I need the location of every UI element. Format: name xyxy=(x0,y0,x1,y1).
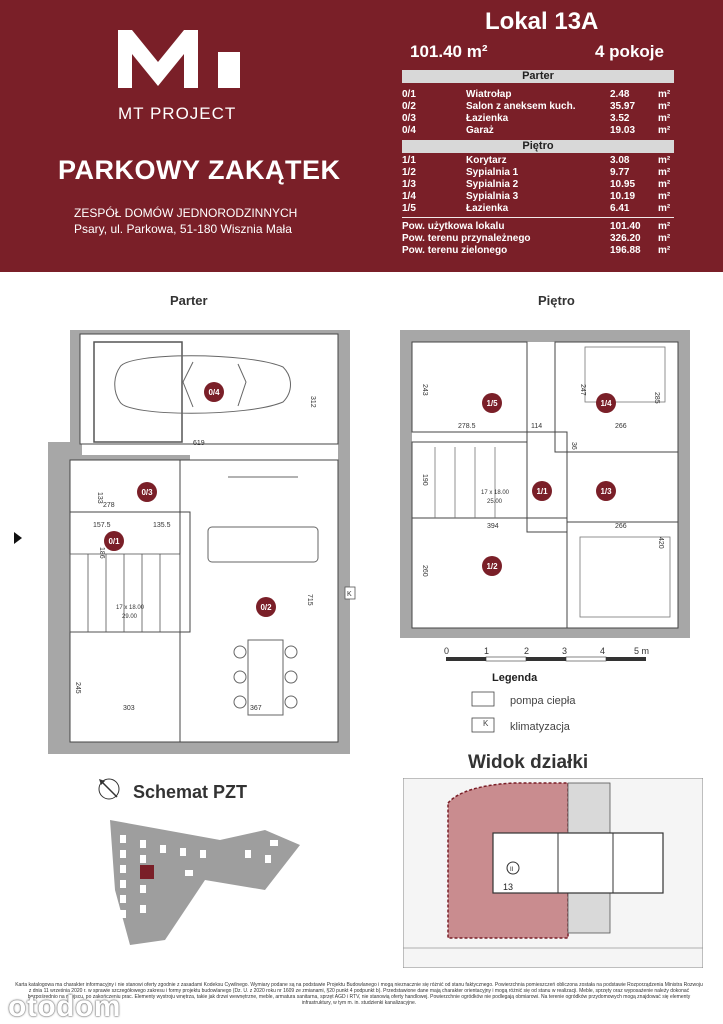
scale-label: 5 m xyxy=(634,646,650,656)
svg-text:367: 367 xyxy=(250,705,262,712)
svg-text:1/4: 1/4 xyxy=(600,399,612,408)
site-plan-title: Schemat PZT xyxy=(133,782,248,802)
total-row: Pow. terenu zielonego 196.88 m² xyxy=(402,245,671,256)
svg-text:266: 266 xyxy=(615,523,627,530)
project-name: PARKOWY ZAKĄTEK xyxy=(58,155,341,185)
svg-text:1/5: 1/5 xyxy=(486,399,498,408)
dim-label: 619 xyxy=(193,440,205,447)
otodom-watermark: otodom xyxy=(8,990,121,1023)
legend-item-heat-pump: pompa ciepła xyxy=(510,695,576,707)
table-row: 1/5 Łazienka 6.41 m² xyxy=(402,203,671,214)
scale-label: 1 xyxy=(484,646,490,656)
mt-logo xyxy=(118,30,248,90)
scale-bar xyxy=(440,655,660,667)
svg-text:278: 278 xyxy=(103,502,115,509)
unit-rooms: 4 pokoje xyxy=(595,42,664,61)
scale-label: 0 xyxy=(444,646,450,656)
table-row: 1/2 Sypialnia 1 9.77 m² xyxy=(402,167,671,178)
svg-text:0/1: 0/1 xyxy=(108,537,120,546)
legend-ac-symbol: K xyxy=(483,719,489,728)
svg-text:266: 266 xyxy=(615,423,627,430)
svg-text:133: 133 xyxy=(96,492,103,504)
svg-text:243: 243 xyxy=(421,384,428,396)
svg-text:114: 114 xyxy=(531,423,543,430)
ac-label: K xyxy=(347,591,352,598)
table-row: 0/4 Garaż 19.03 m² xyxy=(402,125,671,136)
header-banner xyxy=(0,0,723,272)
table-row: 0/2 Salon z aneksem kuch. 35.97 m² xyxy=(402,101,671,112)
pietro-floor-plan xyxy=(395,322,695,642)
total-row: Pow. użytkowa lokalu 101.40 m² xyxy=(402,221,671,232)
svg-text:245: 245 xyxy=(74,682,81,694)
legend-symbols xyxy=(470,690,500,740)
svg-text:29.00: 29.00 xyxy=(122,614,138,620)
svg-text:0/2: 0/2 xyxy=(260,603,272,612)
svg-text:394: 394 xyxy=(487,523,499,530)
scale-label: 3 xyxy=(562,646,568,656)
unit-area: 101.40 m² xyxy=(410,42,488,61)
project-address: Psary, ul. Parkowa, 51-180 Wisznia Mała xyxy=(74,222,292,236)
svg-text:25.00: 25.00 xyxy=(487,499,503,505)
divider xyxy=(402,217,674,218)
plot-view-title: Widok działki xyxy=(468,752,589,773)
svg-text:1/1: 1/1 xyxy=(536,487,548,496)
parter-plan-title: Parter xyxy=(170,293,208,308)
svg-text:303: 303 xyxy=(123,705,135,712)
svg-text:0/3: 0/3 xyxy=(141,488,153,497)
svg-text:186: 186 xyxy=(98,547,105,559)
svg-text:285: 285 xyxy=(653,392,660,404)
svg-text:715: 715 xyxy=(306,594,313,606)
pietro-section-label: Piętro xyxy=(402,140,674,153)
compass-icon xyxy=(95,775,125,805)
plot-marker: II xyxy=(510,867,514,873)
svg-text:135.5: 135.5 xyxy=(153,522,171,529)
scale-label: 4 xyxy=(600,646,606,656)
table-row: 1/4 Sypialnia 3 10.19 m² xyxy=(402,191,671,202)
svg-text:1/2: 1/2 xyxy=(486,562,498,571)
svg-text:36: 36 xyxy=(570,442,577,450)
svg-text:278.5: 278.5 xyxy=(458,423,476,430)
table-row: 1/1 Korytarz 3.08 m² xyxy=(402,155,671,166)
site-plan xyxy=(105,810,305,950)
plot-view-map xyxy=(403,778,703,968)
scale-label: 2 xyxy=(524,646,530,656)
parter-floor-plan xyxy=(8,322,358,754)
disclaimer-text: Karta katalogowa ma charakter informacyjny i nie stanowi oferty zgodnie z zasadami Kodeksu Cywilnego. Wymiary podane są na podstawie Projektu Budowlanego i mogą nieznacznie się różnić od stanu faktycznego. Powierzchnia pomieszczeń obliczona została na podstawie Rozporządzenia Ministra Rozwoju z dnia 11 września 2020 r. w sprawie szczegółowego zakresu i formy projektu budowlanego (Dz. U. z 2020 roku nr 1609 ze zmianami, §20 punkt 4 podpunkt b). Przedstawione dane mają charakter orientacyjny i mogą różnić się od stanu w realizacji. Meble, sprzęty oraz wyposażenie należy dokonać bezpośrednio na miejscu, po zakończeniu prac. Elementy wystroju wnętrza, takie jak drzwi wewnętrzne, meble, armatura sanitarna, sprzęt AGD i RTV, nie stanowią oferty handlowej. Powierzchnie ogródków nie podlegają obmiarowi. Na terenie ogródków przydomowych mogą znajdować się elementy infrastruktury, w tym m. in. studzienki kanalizacyjne. xyxy=(15,982,703,1006)
pietro-plan-title: Piętro xyxy=(538,293,575,308)
svg-text:190: 190 xyxy=(421,474,428,486)
svg-text:420: 420 xyxy=(657,537,664,549)
svg-text:312: 312 xyxy=(309,396,316,408)
svg-text:0/4: 0/4 xyxy=(208,388,220,397)
svg-text:17 x 18.00: 17 x 18.00 xyxy=(116,605,145,611)
plot-number: 13 xyxy=(503,882,514,892)
svg-text:17 x 18.00: 17 x 18.00 xyxy=(481,490,510,496)
svg-text:247: 247 xyxy=(579,384,586,396)
parter-section-label: Parter xyxy=(402,70,674,83)
total-row: Pow. terenu przynależnego 326.20 m² xyxy=(402,233,671,244)
table-row: 0/1 Wiatrołap 2.48 m² xyxy=(402,89,671,100)
legend-item-ac: klimatyzacja xyxy=(510,721,570,733)
svg-text:260: 260 xyxy=(421,565,428,577)
legend-title: Legenda xyxy=(492,672,538,684)
project-description: ZESPÓŁ DOMÓW JEDNORODZINNYCH xyxy=(74,206,298,220)
svg-text:157.5: 157.5 xyxy=(93,522,111,529)
table-row: 0/3 Łazienka 3.52 m² xyxy=(402,113,671,124)
brand-name: MT PROJECT xyxy=(118,104,237,123)
table-row: 1/3 Sypialnia 2 10.95 m² xyxy=(402,179,671,190)
svg-text:1/3: 1/3 xyxy=(600,487,612,496)
unit-title: Lokal 13A xyxy=(485,8,599,35)
